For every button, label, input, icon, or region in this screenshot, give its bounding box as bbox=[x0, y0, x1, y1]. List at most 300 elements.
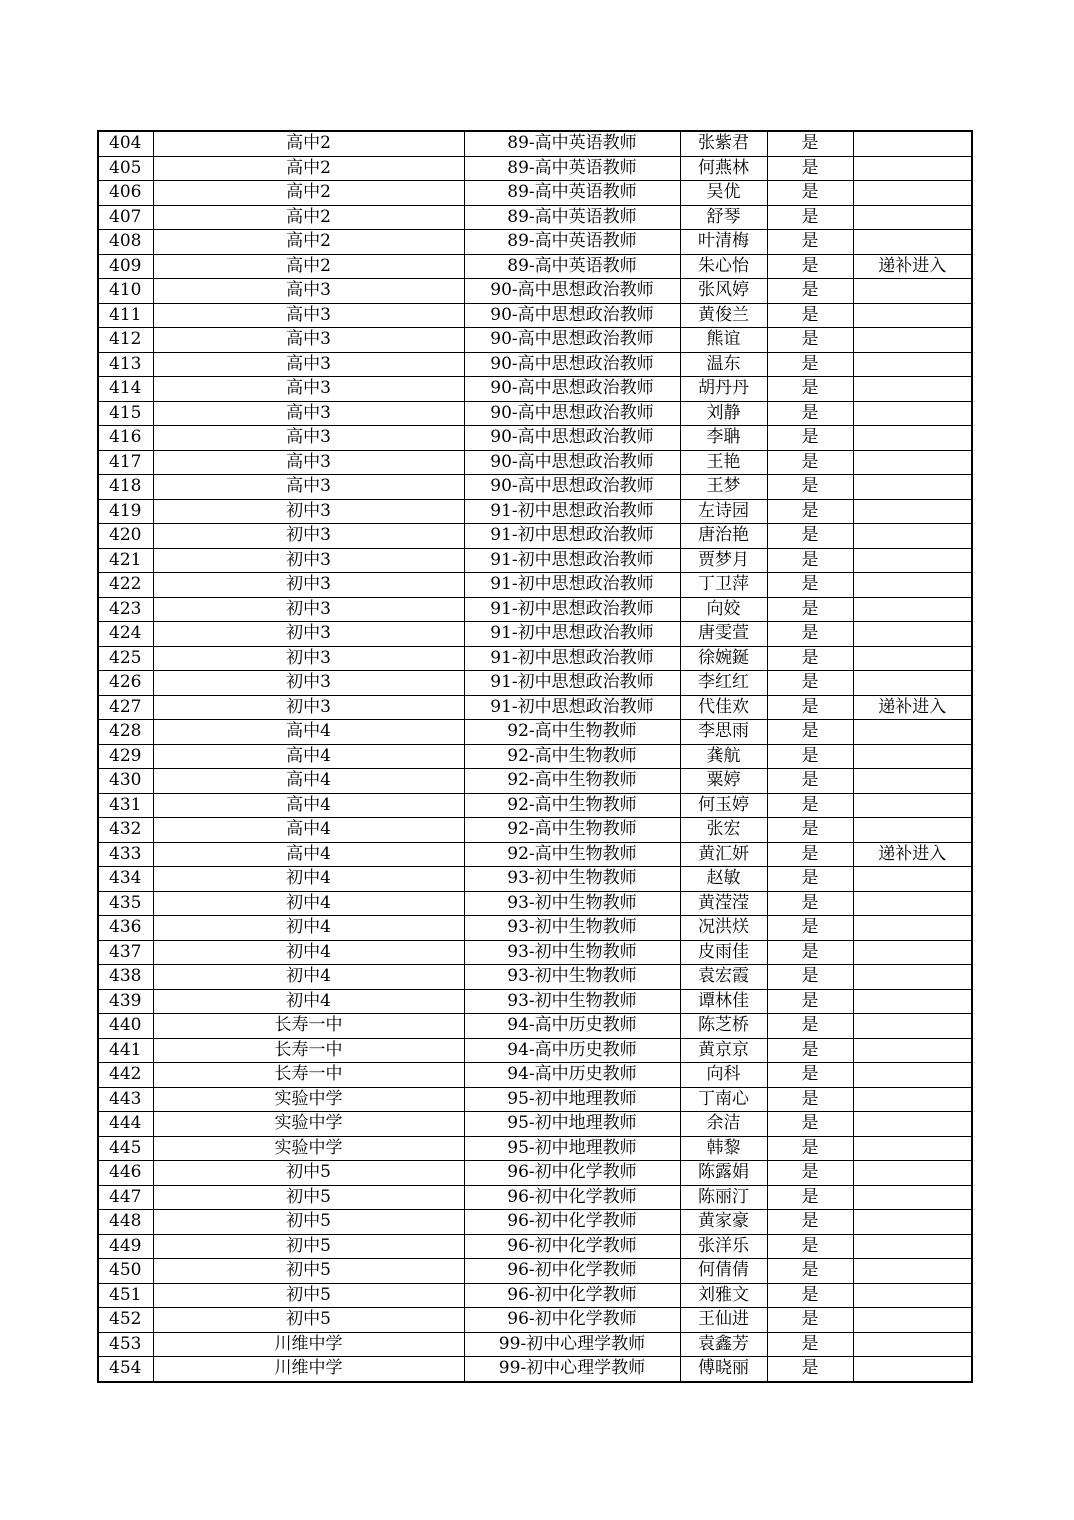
table-row bbox=[98, 328, 972, 353]
name-cell: 贾梦月 bbox=[680, 548, 767, 573]
name-cell: 唐治艳 bbox=[680, 524, 767, 549]
table-row bbox=[98, 1063, 972, 1088]
table-row bbox=[98, 475, 972, 500]
post-cell: 91-初中思想政治教师 bbox=[464, 622, 680, 647]
table-row bbox=[98, 1136, 972, 1161]
post-cell: 91-初中思想政治教师 bbox=[464, 524, 680, 549]
table-row bbox=[98, 891, 972, 916]
table-row bbox=[98, 646, 972, 671]
note-cell bbox=[853, 720, 972, 745]
note-cell bbox=[853, 156, 972, 181]
note-cell bbox=[853, 1234, 972, 1259]
unit-cell: 初中4 bbox=[153, 989, 464, 1014]
post-cell: 91-初中思想政治教师 bbox=[464, 597, 680, 622]
pass-cell: 是 bbox=[767, 205, 853, 230]
name-cell: 黄汇妍 bbox=[680, 842, 767, 867]
note-cell bbox=[853, 965, 972, 990]
post-cell: 90-高中思想政治教师 bbox=[464, 475, 680, 500]
unit-cell: 高中3 bbox=[153, 328, 464, 353]
table-row bbox=[98, 181, 972, 206]
name-cell: 王梦 bbox=[680, 475, 767, 500]
table-row bbox=[98, 524, 972, 549]
note-cell bbox=[853, 940, 972, 965]
unit-cell: 高中4 bbox=[153, 744, 464, 769]
row-number: 432 bbox=[98, 818, 153, 843]
post-cell: 95-初中地理教师 bbox=[464, 1112, 680, 1137]
unit-cell: 实验中学 bbox=[153, 1112, 464, 1137]
note-cell bbox=[853, 426, 972, 451]
table-row bbox=[98, 1332, 972, 1357]
post-cell: 89-高中英语教师 bbox=[464, 254, 680, 279]
unit-cell: 初中5 bbox=[153, 1308, 464, 1333]
row-number: 424 bbox=[98, 622, 153, 647]
unit-cell: 初中3 bbox=[153, 622, 464, 647]
unit-cell: 高中3 bbox=[153, 401, 464, 426]
row-number: 452 bbox=[98, 1308, 153, 1333]
name-cell: 陈芝桥 bbox=[680, 1014, 767, 1039]
name-cell: 陈露娟 bbox=[680, 1161, 767, 1186]
note-cell bbox=[853, 671, 972, 696]
unit-cell: 川维中学 bbox=[153, 1357, 464, 1382]
row-number: 409 bbox=[98, 254, 153, 279]
pass-cell: 是 bbox=[767, 377, 853, 402]
name-cell: 刘静 bbox=[680, 401, 767, 426]
pass-cell: 是 bbox=[767, 1112, 853, 1137]
name-cell: 余洁 bbox=[680, 1112, 767, 1137]
post-cell: 90-高中思想政治教师 bbox=[464, 401, 680, 426]
row-number: 451 bbox=[98, 1283, 153, 1308]
unit-cell: 初中5 bbox=[153, 1283, 464, 1308]
pass-cell: 是 bbox=[767, 1308, 853, 1333]
table-row bbox=[98, 769, 972, 794]
table-row bbox=[98, 377, 972, 402]
post-cell: 94-高中历史教师 bbox=[464, 1014, 680, 1039]
pass-cell: 是 bbox=[767, 1161, 853, 1186]
pass-cell: 是 bbox=[767, 695, 853, 720]
table-row bbox=[98, 426, 972, 451]
table-row bbox=[98, 1357, 972, 1382]
note-cell bbox=[853, 1259, 972, 1284]
pass-cell: 是 bbox=[767, 1038, 853, 1063]
name-cell: 陈丽汀 bbox=[680, 1185, 767, 1210]
note-cell bbox=[853, 1014, 972, 1039]
table-row bbox=[98, 1087, 972, 1112]
name-cell: 徐婉鋋 bbox=[680, 646, 767, 671]
pass-cell: 是 bbox=[767, 671, 853, 696]
pass-cell: 是 bbox=[767, 891, 853, 916]
table-row bbox=[98, 1308, 972, 1333]
post-cell: 93-初中生物教师 bbox=[464, 891, 680, 916]
post-cell: 99-初中心理学教师 bbox=[464, 1332, 680, 1357]
name-cell: 赵敏 bbox=[680, 867, 767, 892]
row-number: 420 bbox=[98, 524, 153, 549]
row-number: 425 bbox=[98, 646, 153, 671]
pass-cell: 是 bbox=[767, 818, 853, 843]
note-cell bbox=[853, 1357, 972, 1382]
note-cell bbox=[853, 352, 972, 377]
name-cell: 刘雅文 bbox=[680, 1283, 767, 1308]
note-cell bbox=[853, 622, 972, 647]
row-number: 430 bbox=[98, 769, 153, 794]
unit-cell: 高中2 bbox=[153, 131, 464, 156]
name-cell: 黄俊兰 bbox=[680, 303, 767, 328]
note-cell bbox=[853, 328, 972, 353]
name-cell: 李红红 bbox=[680, 671, 767, 696]
note-cell bbox=[853, 377, 972, 402]
name-cell: 丁卫萍 bbox=[680, 573, 767, 598]
post-cell: 89-高中英语教师 bbox=[464, 131, 680, 156]
pass-cell: 是 bbox=[767, 1332, 853, 1357]
row-number: 406 bbox=[98, 181, 153, 206]
pass-cell: 是 bbox=[767, 1087, 853, 1112]
unit-cell: 初中5 bbox=[153, 1185, 464, 1210]
note-cell: 递补进入 bbox=[853, 842, 972, 867]
post-cell: 96-初中化学教师 bbox=[464, 1308, 680, 1333]
name-cell: 黄滢滢 bbox=[680, 891, 767, 916]
post-cell: 91-初中思想政治教师 bbox=[464, 671, 680, 696]
note-cell bbox=[853, 818, 972, 843]
post-cell: 89-高中英语教师 bbox=[464, 156, 680, 181]
row-number: 447 bbox=[98, 1185, 153, 1210]
note-cell bbox=[853, 450, 972, 475]
pass-cell: 是 bbox=[767, 1357, 853, 1382]
name-cell: 袁宏霞 bbox=[680, 965, 767, 990]
post-cell: 90-高中思想政治教师 bbox=[464, 426, 680, 451]
pass-cell: 是 bbox=[767, 303, 853, 328]
note-cell bbox=[853, 181, 972, 206]
name-cell: 李聃 bbox=[680, 426, 767, 451]
table-row bbox=[98, 1185, 972, 1210]
table-row bbox=[98, 450, 972, 475]
post-cell: 96-初中化学教师 bbox=[464, 1259, 680, 1284]
pass-cell: 是 bbox=[767, 156, 853, 181]
name-cell: 张紫君 bbox=[680, 131, 767, 156]
unit-cell: 实验中学 bbox=[153, 1087, 464, 1112]
note-cell: 递补进入 bbox=[853, 254, 972, 279]
row-number: 417 bbox=[98, 450, 153, 475]
post-cell: 90-高中思想政治教师 bbox=[464, 279, 680, 304]
pass-cell: 是 bbox=[767, 1259, 853, 1284]
name-cell: 傅晓丽 bbox=[680, 1357, 767, 1382]
pass-cell: 是 bbox=[767, 1234, 853, 1259]
row-number: 411 bbox=[98, 303, 153, 328]
name-cell: 况洪烪 bbox=[680, 916, 767, 941]
row-number: 414 bbox=[98, 377, 153, 402]
unit-cell: 长寿一中 bbox=[153, 1038, 464, 1063]
pass-cell: 是 bbox=[767, 1136, 853, 1161]
post-cell: 93-初中生物教师 bbox=[464, 916, 680, 941]
pass-cell: 是 bbox=[767, 842, 853, 867]
table-row bbox=[98, 230, 972, 255]
post-cell: 91-初中思想政治教师 bbox=[464, 573, 680, 598]
post-cell: 92-高中生物教师 bbox=[464, 842, 680, 867]
row-number: 404 bbox=[98, 131, 153, 156]
table-row bbox=[98, 622, 972, 647]
unit-cell: 初中3 bbox=[153, 695, 464, 720]
table-row bbox=[98, 1014, 972, 1039]
table-row bbox=[98, 156, 972, 181]
table-row bbox=[98, 1161, 972, 1186]
results-table bbox=[97, 130, 973, 1383]
unit-cell: 初中5 bbox=[153, 1259, 464, 1284]
unit-cell: 长寿一中 bbox=[153, 1014, 464, 1039]
name-cell: 张洋乐 bbox=[680, 1234, 767, 1259]
table-row bbox=[98, 1259, 972, 1284]
table-row bbox=[98, 1210, 972, 1235]
pass-cell: 是 bbox=[767, 1210, 853, 1235]
name-cell: 丁南心 bbox=[680, 1087, 767, 1112]
pass-cell: 是 bbox=[767, 181, 853, 206]
pass-cell: 是 bbox=[767, 450, 853, 475]
post-cell: 96-初中化学教师 bbox=[464, 1210, 680, 1235]
unit-cell: 高中2 bbox=[153, 254, 464, 279]
note-cell bbox=[853, 1308, 972, 1333]
unit-cell: 高中3 bbox=[153, 377, 464, 402]
post-cell: 96-初中化学教师 bbox=[464, 1283, 680, 1308]
unit-cell: 初中4 bbox=[153, 891, 464, 916]
name-cell: 温东 bbox=[680, 352, 767, 377]
row-number: 408 bbox=[98, 230, 153, 255]
unit-cell: 初中4 bbox=[153, 965, 464, 990]
unit-cell: 高中4 bbox=[153, 818, 464, 843]
post-cell: 90-高中思想政治教师 bbox=[464, 303, 680, 328]
row-number: 421 bbox=[98, 548, 153, 573]
name-cell: 韩黎 bbox=[680, 1136, 767, 1161]
unit-cell: 初中4 bbox=[153, 867, 464, 892]
pass-cell: 是 bbox=[767, 720, 853, 745]
name-cell: 胡丹丹 bbox=[680, 377, 767, 402]
post-cell: 92-高中生物教师 bbox=[464, 720, 680, 745]
table-row bbox=[98, 793, 972, 818]
name-cell: 谭林佳 bbox=[680, 989, 767, 1014]
post-cell: 93-初中生物教师 bbox=[464, 989, 680, 1014]
table-row bbox=[98, 548, 972, 573]
post-cell: 89-高中英语教师 bbox=[464, 181, 680, 206]
row-number: 450 bbox=[98, 1259, 153, 1284]
pass-cell: 是 bbox=[767, 1014, 853, 1039]
unit-cell: 初中4 bbox=[153, 916, 464, 941]
unit-cell: 初中5 bbox=[153, 1161, 464, 1186]
name-cell: 张宏 bbox=[680, 818, 767, 843]
pass-cell: 是 bbox=[767, 597, 853, 622]
row-number: 448 bbox=[98, 1210, 153, 1235]
unit-cell: 高中2 bbox=[153, 230, 464, 255]
unit-cell: 高中3 bbox=[153, 450, 464, 475]
table-row bbox=[98, 1234, 972, 1259]
table-row bbox=[98, 499, 972, 524]
pass-cell: 是 bbox=[767, 1063, 853, 1088]
row-number: 441 bbox=[98, 1038, 153, 1063]
table-row bbox=[98, 989, 972, 1014]
name-cell: 舒琴 bbox=[680, 205, 767, 230]
pass-cell: 是 bbox=[767, 622, 853, 647]
unit-cell: 初中3 bbox=[153, 597, 464, 622]
name-cell: 皮雨佳 bbox=[680, 940, 767, 965]
unit-cell: 初中3 bbox=[153, 573, 464, 598]
name-cell: 左诗园 bbox=[680, 499, 767, 524]
row-number: 453 bbox=[98, 1332, 153, 1357]
name-cell: 熊谊 bbox=[680, 328, 767, 353]
table-row bbox=[98, 818, 972, 843]
row-number: 442 bbox=[98, 1063, 153, 1088]
note-cell bbox=[853, 1136, 972, 1161]
name-cell: 粟婷 bbox=[680, 769, 767, 794]
row-number: 422 bbox=[98, 573, 153, 598]
pass-cell: 是 bbox=[767, 426, 853, 451]
name-cell: 袁鑫芳 bbox=[680, 1332, 767, 1357]
name-cell: 代佳欢 bbox=[680, 695, 767, 720]
pass-cell: 是 bbox=[767, 254, 853, 279]
table-row bbox=[98, 401, 972, 426]
row-number: 438 bbox=[98, 965, 153, 990]
row-number: 433 bbox=[98, 842, 153, 867]
unit-cell: 长寿一中 bbox=[153, 1063, 464, 1088]
note-cell bbox=[853, 1332, 972, 1357]
table-row bbox=[98, 254, 972, 279]
name-cell: 何倩倩 bbox=[680, 1259, 767, 1284]
unit-cell: 实验中学 bbox=[153, 1136, 464, 1161]
pass-cell: 是 bbox=[767, 230, 853, 255]
table-row bbox=[98, 744, 972, 769]
name-cell: 叶清梅 bbox=[680, 230, 767, 255]
pass-cell: 是 bbox=[767, 524, 853, 549]
unit-cell: 高中2 bbox=[153, 156, 464, 181]
post-cell: 96-初中化学教师 bbox=[464, 1234, 680, 1259]
post-cell: 94-高中历史教师 bbox=[464, 1038, 680, 1063]
table-row bbox=[98, 205, 972, 230]
row-number: 445 bbox=[98, 1136, 153, 1161]
note-cell bbox=[853, 1038, 972, 1063]
note-cell bbox=[853, 891, 972, 916]
note-cell bbox=[853, 1161, 972, 1186]
row-number: 426 bbox=[98, 671, 153, 696]
post-cell: 91-初中思想政治教师 bbox=[464, 646, 680, 671]
row-number: 440 bbox=[98, 1014, 153, 1039]
row-number: 428 bbox=[98, 720, 153, 745]
note-cell bbox=[853, 279, 972, 304]
pass-cell: 是 bbox=[767, 1283, 853, 1308]
post-cell: 90-高中思想政治教师 bbox=[464, 377, 680, 402]
pass-cell: 是 bbox=[767, 769, 853, 794]
row-number: 410 bbox=[98, 279, 153, 304]
post-cell: 91-初中思想政治教师 bbox=[464, 695, 680, 720]
name-cell: 王仙进 bbox=[680, 1308, 767, 1333]
name-cell: 唐雯萱 bbox=[680, 622, 767, 647]
note-cell bbox=[853, 205, 972, 230]
post-cell: 89-高中英语教师 bbox=[464, 230, 680, 255]
pass-cell: 是 bbox=[767, 646, 853, 671]
note-cell bbox=[853, 230, 972, 255]
unit-cell: 高中4 bbox=[153, 720, 464, 745]
note-cell bbox=[853, 475, 972, 500]
row-number: 412 bbox=[98, 328, 153, 353]
table-row bbox=[98, 1283, 972, 1308]
table-row bbox=[98, 1112, 972, 1137]
row-number: 413 bbox=[98, 352, 153, 377]
note-cell bbox=[853, 989, 972, 1014]
pass-cell: 是 bbox=[767, 279, 853, 304]
name-cell: 向科 bbox=[680, 1063, 767, 1088]
table-body bbox=[98, 131, 972, 1382]
table-row bbox=[98, 303, 972, 328]
post-cell: 96-初中化学教师 bbox=[464, 1185, 680, 1210]
table-row bbox=[98, 352, 972, 377]
note-cell bbox=[853, 499, 972, 524]
name-cell: 朱心怡 bbox=[680, 254, 767, 279]
note-cell bbox=[853, 524, 972, 549]
row-number: 454 bbox=[98, 1357, 153, 1382]
table-row bbox=[98, 1038, 972, 1063]
pass-cell: 是 bbox=[767, 916, 853, 941]
unit-cell: 初中5 bbox=[153, 1234, 464, 1259]
row-number: 418 bbox=[98, 475, 153, 500]
note-cell bbox=[853, 548, 972, 573]
name-cell: 吴优 bbox=[680, 181, 767, 206]
post-cell: 93-初中生物教师 bbox=[464, 867, 680, 892]
unit-cell: 川维中学 bbox=[153, 1332, 464, 1357]
name-cell: 向姣 bbox=[680, 597, 767, 622]
row-number: 446 bbox=[98, 1161, 153, 1186]
name-cell: 张风婷 bbox=[680, 279, 767, 304]
post-cell: 96-初中化学教师 bbox=[464, 1161, 680, 1186]
row-number: 415 bbox=[98, 401, 153, 426]
pass-cell: 是 bbox=[767, 352, 853, 377]
note-cell: 递补进入 bbox=[853, 695, 972, 720]
post-cell: 93-初中生物教师 bbox=[464, 940, 680, 965]
row-number: 434 bbox=[98, 867, 153, 892]
pass-cell: 是 bbox=[767, 989, 853, 1014]
post-cell: 91-初中思想政治教师 bbox=[464, 548, 680, 573]
row-number: 407 bbox=[98, 205, 153, 230]
post-cell: 92-高中生物教师 bbox=[464, 818, 680, 843]
name-cell: 李思雨 bbox=[680, 720, 767, 745]
unit-cell: 初中3 bbox=[153, 524, 464, 549]
note-cell bbox=[853, 1063, 972, 1088]
pass-cell: 是 bbox=[767, 548, 853, 573]
pass-cell: 是 bbox=[767, 401, 853, 426]
post-cell: 92-高中生物教师 bbox=[464, 793, 680, 818]
note-cell bbox=[853, 769, 972, 794]
unit-cell: 高中4 bbox=[153, 769, 464, 794]
table-row bbox=[98, 916, 972, 941]
table-row bbox=[98, 573, 972, 598]
row-number: 423 bbox=[98, 597, 153, 622]
row-number: 444 bbox=[98, 1112, 153, 1137]
table-row bbox=[98, 597, 972, 622]
post-cell: 90-高中思想政治教师 bbox=[464, 450, 680, 475]
table-row bbox=[98, 720, 972, 745]
table-row bbox=[98, 940, 972, 965]
unit-cell: 高中3 bbox=[153, 352, 464, 377]
row-number: 405 bbox=[98, 156, 153, 181]
note-cell bbox=[853, 1087, 972, 1112]
post-cell: 91-初中思想政治教师 bbox=[464, 499, 680, 524]
post-cell: 90-高中思想政治教师 bbox=[464, 328, 680, 353]
name-cell: 龚航 bbox=[680, 744, 767, 769]
note-cell bbox=[853, 793, 972, 818]
pass-cell: 是 bbox=[767, 793, 853, 818]
unit-cell: 初中3 bbox=[153, 646, 464, 671]
post-cell: 92-高中生物教师 bbox=[464, 769, 680, 794]
note-cell bbox=[853, 597, 972, 622]
pass-cell: 是 bbox=[767, 940, 853, 965]
post-cell: 95-初中地理教师 bbox=[464, 1087, 680, 1112]
unit-cell: 高中2 bbox=[153, 205, 464, 230]
table-row bbox=[98, 131, 972, 156]
row-number: 419 bbox=[98, 499, 153, 524]
pass-cell: 是 bbox=[767, 867, 853, 892]
note-cell bbox=[853, 1185, 972, 1210]
